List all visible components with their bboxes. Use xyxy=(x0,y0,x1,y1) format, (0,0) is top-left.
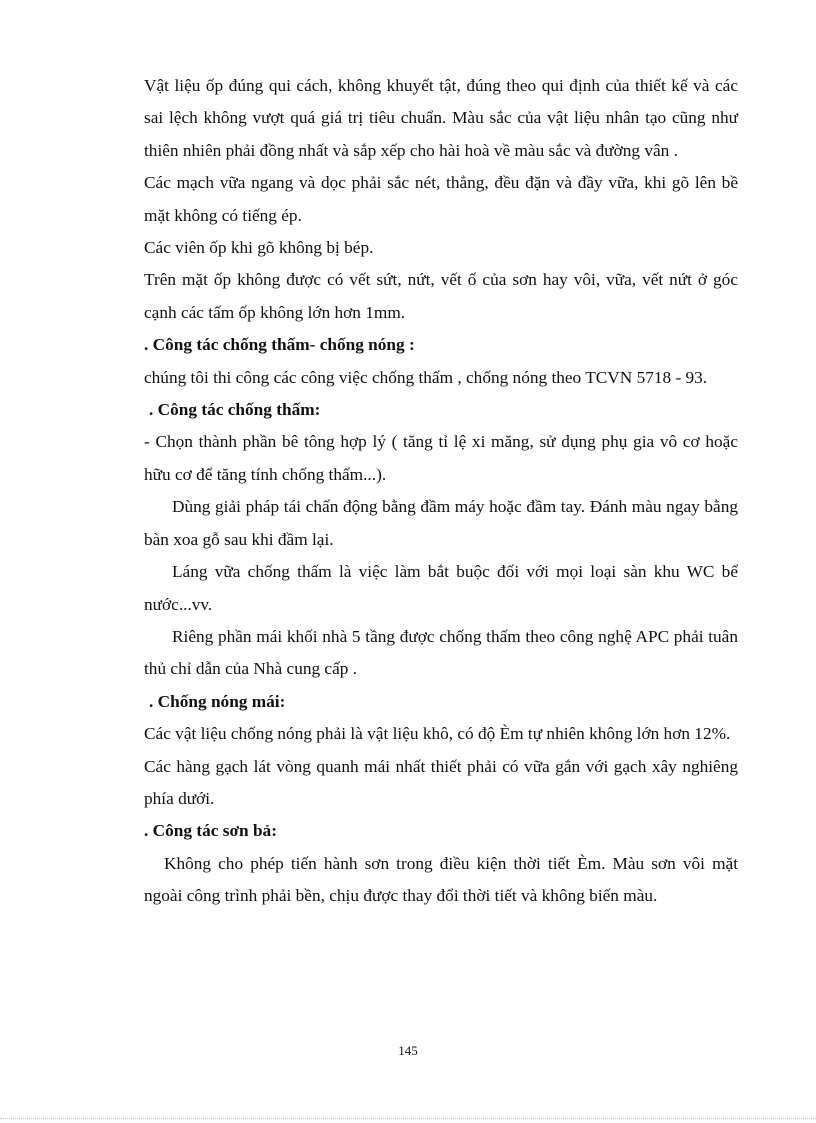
paragraph-roof-apc: Riêng phần mái khối nhà 5 tầng được chống thấm theo công nghệ APC phải tuân thủ chỉ dẫn của Nhà cung cấp . xyxy=(144,626,738,679)
heading-waterproofing-insulation: . Công tác chống thấm- chống nóng : xyxy=(144,335,415,355)
paragraph-roof-tile-rows: Các hàng gạch lát vòng quanh mái nhất thiết phải có vữa gắn với gạch xây nghiêng phía dưới. xyxy=(144,756,738,808)
paragraph-cladding-materials: Vật liệu ốp đúng qui cách, không khuyết tật, đúng theo qui định của thiết kế và các sai lệch không vượt quá giá trị tiêu chuẩn. Màu sắc của vật liệu nhân tạo cũng như thiên nhiên phải đồng nhất và sắp xếp cho hài hoà về màu sắc và đường vân . xyxy=(144,76,738,160)
paragraph-mortar-screed: Láng vữa chống thấm là việc làm bắt buộc đối với mọi loại sàn khu WC bể nước...vv. xyxy=(144,562,738,614)
paragraph-surface-defects: Trên mặt ốp không được có vết sứt, nứt, vết ố của sơn hay vôi, vữa, vết nứt ở góc cạnh các tấm ốp không lớn hơn 1mm. xyxy=(144,270,738,322)
paragraph-concrete-mix: - Chọn thành phần bê tông hợp lý ( tăng tỉ lệ xi măng, sử dụng phụ gia vô cơ hoặc hữu cơ để tăng tính chống thấm...). xyxy=(144,432,738,484)
page-body xyxy=(144,70,738,913)
paragraph-painting-conditions: Không cho phép tiến hành sơn trong điều kiện thời tiết Èm. Màu sơn vôi mặt ngoài công trình phải bền, chịu được thay đổi thời tiết và không biến màu. xyxy=(144,853,738,906)
paragraph-mortar-joints: Các mạch vữa ngang và dọc phải sắc nét, thẳng, đều đặn và đầy vữa, khi gõ lên bề mặt không có tiếng ép. xyxy=(144,173,738,225)
heading-waterproofing: . Công tác chống thấm: xyxy=(149,400,321,420)
page-number: 145 xyxy=(398,1043,418,1058)
heading-painting-plastering: . Công tác sơn bả: xyxy=(144,821,277,841)
heading-roof-insulation: . Chống nóng mái: xyxy=(149,691,286,711)
page-bottom-divider xyxy=(0,1118,816,1119)
paragraph-insulation-moisture: Các vật liệu chống nóng phải là vật liệu khô, có độ Èm tự nhiên không lớn hơn 12%. xyxy=(144,724,731,744)
paragraph-vibration: Dùng giải pháp tái chấn động bằng đầm máy hoặc đầm tay. Đánh màu ngay bằng bàn xoa gỗ sau khi đầm lại. xyxy=(144,497,738,549)
paragraph-tile-tapping: Các viên ốp khi gõ không bị bép. xyxy=(144,238,374,258)
paragraph-standard-reference: chúng tôi thi công các công việc chống thấm , chống nóng theo TCVN 5718 - 93. xyxy=(144,367,708,387)
